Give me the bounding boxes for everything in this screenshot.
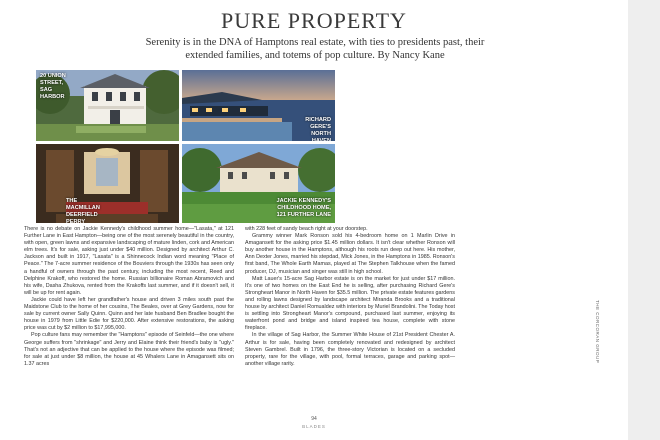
photo-deerfield-interior [36, 144, 179, 223]
photo-caption: JACKIE KENNEDY'S CHILDHOOD HOME, 121 FURTHER LANE [276, 198, 331, 218]
paragraph: Jackie could have left her grandfather's house and driven 3 miles south past the Maidstone Club to the home of her cousins, The Beales, over at Grey Gardens, now for sale by current owner Sally Quinn. Quinn and her late husband Ben Bradlee bought the house in 1979 from Little Edie for $220,000. After extensive restorations, the asking price was cut by $2 million to $17,995,000. [24, 296, 234, 332]
paragraph: with 228 feet of sandy beach right at your doorstep. [245, 226, 368, 232]
photo-north-haven-retreat [182, 70, 335, 141]
photo-lasata [182, 144, 335, 223]
interior-image [36, 144, 179, 223]
page-number: 94 [311, 416, 317, 422]
page-gutter [628, 0, 660, 440]
paragraph: In the village of Sag Harbor, the Summer White House of 21st President Chester A. Arthur is for sale, having been completely renovated and redesigned by architect Steven Gambrel. Built in 1796, the three-story Victorian is located on a secluded property, rare for the village, with pool, formal terraces, garage and parking spot—another village rarity. [245, 332, 455, 367]
photo-caption: RICHARD GERE'S NORTH HAVEN [305, 117, 331, 141]
article-column-left [24, 226, 234, 368]
magazine-name: BLADES [302, 424, 326, 429]
photo-sag-harbor-house [36, 70, 179, 141]
photo-credit: THE CORCORAN GROUP [595, 300, 600, 364]
photo-caption: THE MACMILLAN DEERFIELD PERRY [66, 198, 100, 223]
article-column-right [245, 226, 455, 368]
article-title: PURE PROPERTY [221, 8, 407, 33]
paragraph: There is no debate on Jackie Kennedy's childhood summer home—"Lasata," at 121 Further Lane in East Hampton—being one of the most serenely beautiful in the country, with open, green lawns and expansive landscaping of mature linden, cork and American elm trees. It's for sale, asking just under $40 million. Designed by architect Arthur C. Jackson and built in 1917, "Lasata" is a Shinnecock Indian word meaning "Place of Peace." The 7-acre summer residence of the Bouviers through the 1930s has seen only a handful of owners through the past century, including the most recent, Reed and Delphine Krakoff, who restored the home. Russian billionaire Roman Abramovich and his wife, Dasha Zhukova, rented from the Krakoffs last summer, and if it doesn't sell, it will be up for rent again. [24, 226, 234, 296]
paragraph: Pop culture fans may remember the "Hamptons" episode of Seinfeld—the one where George suffers from "shrinkage" and Jerry and Elaine think their friend's baby is "ugly." That's not an adjective that can be applied to the house where the episode was filmed; for sale at just under $8 million, the house at 45 Whalers Lane in Amagansett sits on 1.37 acres [24, 332, 234, 367]
article-subtitle: Serenity is in the DNA of Hamptons real estate, with ties to presidents past, their extended families, and totems of pop culture. By Nancy Kane [145, 37, 485, 61]
paragraph: Grammy winner Mark Ronson sold his 4-bedroom home on 1 Marlin Drive in Amagansett for the asking price $1.45 million dollars. It isn't clear whether Ronson will buy another house in the Hamptons, although his roots run deep out here. His mother, Ann Dexter Jones, married his stepdad, Mick Jones, in the Hamptons in 1985. Ronson's first band, The Whole Earth Mamas, played at The Stephen Talkhouse when the famed producer, DJ, musician and singer was still in high school. [245, 233, 455, 275]
paragraph: Matt Lauer's 15-acre Sag Harbor estate is on the market for just under $17 million. It's one of two homes on the East End he is selling, after purchasing Richard Gere's Strongheart Manor in North Haven for $35.5 million. The private estate features gardens and rolling lawns designed by landscape architect Miranda Brooks and a traditional house by architect Daniel Romualdez with interiors by Muriel Brandolini. The Today host is settling into Strongheart Manor's compound, purchased last summer, enjoying its waterfront pond and bridge and island inspired tea house, complete with stone fireplace. [245, 275, 455, 332]
photo-caption: 20 UNION STREET, SAG HARBOR [40, 73, 66, 100]
